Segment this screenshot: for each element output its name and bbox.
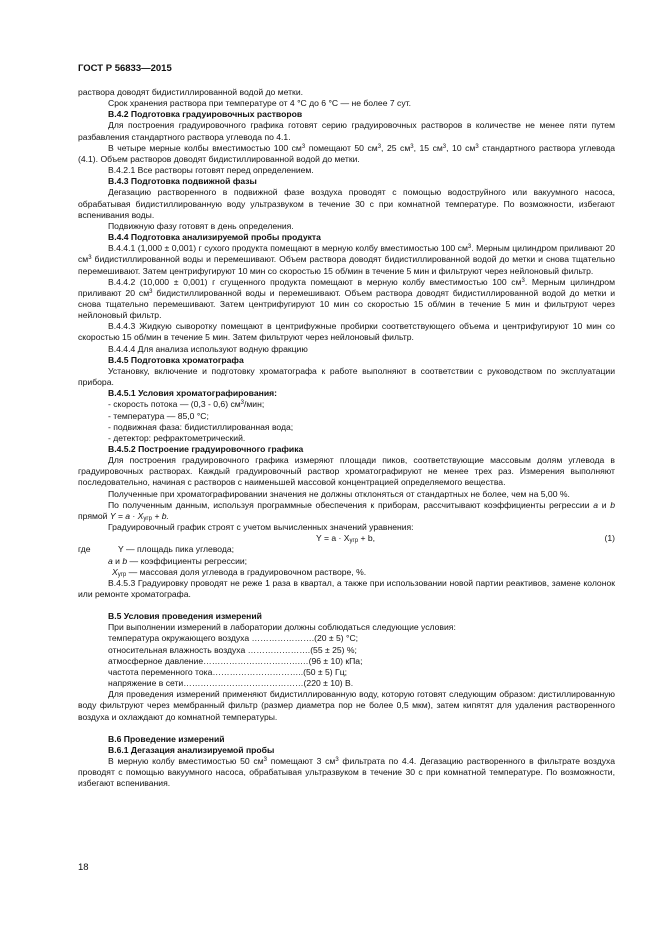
page-number: 18 — [78, 862, 89, 873]
formula-number: (1) — [604, 533, 615, 544]
paragraph: В мерную колбу вместимостью 50 $см^3$ помещают 3 $см^3$ фильтрата по 4.4. Дегазацию растворенного в фильтрате воздуха проводят с помощью вакуумного насоса, обрабатывая ультразвуком в течение 30 с при комнатной температуре. По возможности, избегают вспенивания. — [78, 756, 615, 789]
paragraph: При выполнении измерений в лаборатории должны соблюдаться следующие условия: — [108, 622, 456, 633]
section-heading: В.4.4 Подготовка анализируемой пробы продукта — [108, 232, 321, 243]
section-heading: В.4.5.2 Построение градуировочного графика — [108, 444, 304, 454]
paragraph: По полученным данным, используя программные обеспечения к приборам, рассчитывают коэффициенты регрессии a и b прямой $Y = a \cdot X_{угр} + b$. — [78, 499, 615, 522]
paragraph: раствора доводят бидистиллированной водой до метки. — [78, 87, 304, 97]
list-item: - подвижная фаза: бидистиллированная вода; — [108, 421, 294, 432]
paragraph: Дегазацию растворенного в подвижной фазе воздуха проводят с помощью водоструйного или вакуумного насоса, обрабатывая бидистиллированную воду ультразвуком в течение 30 с при комнатной температуре. По возможности, избегают вспенивания воды. — [78, 187, 615, 220]
condition-item: относительная влажность воздуха ………………….(55 ± 25) %; — [108, 644, 357, 655]
where-line — [78, 544, 615, 555]
section-heading: В.5 Условия проведения измерений — [108, 611, 262, 622]
paragraph: В четыре мерные колбы вместимостью 100 $см^3$ помещают 50 $см^3$, 25 $см^3$, 15 $см^3$, 10 $см^3$ стандартного раствора углевода (4.1). Объем растворов доводят бидистиллированной водой до метки. — [78, 142, 615, 164]
where-word: где — [78, 544, 91, 555]
paragraph: В.4.4.1 (1,000 ± 0,001) г сухого продукта помещают в мерную колбу вместимостью 100 $см^3$. Мерным цилиндром приливают 20 $см^3$ бидистиллированной воды и перемешивают. Объем раствора доводят бидистиллированной водой до метки и снова тщательно перемешивают. Затем центрифугируют 10 мин со скоростью 15 об/мин в течение 5 мин и фильтруют через нейлоновый фильтр. — [78, 243, 615, 276]
section-heading: В.6.1 Дегазация анализируемой пробы — [108, 744, 275, 755]
condition-item: температура окружающего воздуха ………………….(20 ± 5) °С; — [108, 633, 359, 644]
paragraph: В.4.5.3 Градуировку проводят не реже 1 раза в квартал, а также при использовании новой партии реактивов, замене колонок или ремонте хроматографа. — [78, 577, 615, 599]
formula: $Y = a \cdot X_{угр} + b$, — [316, 533, 376, 545]
condition-item: атмосферное давление…………………………….…(96 ± 10) кПа; — [108, 655, 363, 666]
paragraph: В.4.2.1 Все растворы готовят перед определением. — [108, 165, 314, 176]
paragraph: Подвижную фазу готовят в день определения. — [108, 220, 294, 231]
list-item: - детектор: рефрактометрический. — [108, 432, 246, 443]
section-heading: В.6 Проведение измерений — [108, 733, 225, 744]
section-heading: В.4.5 Подготовка хроматографа — [108, 354, 244, 365]
list-item: - температура — 85,0 °С; — [108, 410, 209, 421]
paragraph: В.4.4.3 Жидкую сыворотку помещают в центрифужные пробирки соответствующего объема и центрифугируют 10 мин со скоростью 15 об/мин в течение 5 мин. Затем фильтруют через нейлоновый фильтр. — [78, 321, 615, 343]
paragraph: В.4.4.4 Для анализа используют водную фракцию — [108, 343, 308, 354]
paragraph: Установку, включение и подготовку хроматографа к работе выполняют в соответствии с руководством по эксплуатации прибора. — [78, 365, 615, 388]
section-heading: В.4.5.1 Условия хроматографирования: — [108, 388, 277, 399]
section-heading: В.4.3 Подготовка подвижной фазы — [108, 176, 257, 187]
where-definition: Y — площадь пика углевода; — [118, 544, 235, 555]
paragraph: Для проведения измерений применяют бидистиллированную воду, которую готовят следующим образом: дистиллированную воду фильтруют через мембранный фильтр (размер диаметра пор не более 0,5 мкм), затем кипятят для удаления растворенного воздуха и охлаждают до комнатной температуры. — [78, 689, 615, 722]
document-body — [78, 87, 615, 790]
document-header: ГОСТ Р 56833—2015 — [78, 63, 172, 74]
paragraph: Для построения градуировочного графика измеряют площади пиков, соответствующие массовым долям углевода в градуировочных растворах. Каждый градуировочный раствор хроматографируют не менее трех раз. Измерения выполняют последовательно, начиная с растворов с наименьшей массовой концентрацией определяемого вещества. — [78, 455, 615, 488]
condition-item: напряжение в сети……………………………………(220 ± 10) В. — [108, 678, 354, 689]
condition-item: частота переменного тока…………………………..(50 ± 5) Гц; — [108, 666, 348, 677]
paragraph: Срок хранения раствора при температуре от 4 °С до 6 °С — не более 7 сут. — [108, 98, 411, 109]
formula-line — [78, 533, 615, 544]
paragraph: В.4.4.2 (10,000 ± 0,001) г сгущенного продукта помещают в мерную колбу вместимостью 100 $см^3$. Мерным цилиндром приливают 20 $см^3$ бидистиллированной воды и перемешивают. Объем раствора доводят бидистиллированной водой до метки и снова тщательно перемешивают. Затем центрифугируют 10 мин со скоростью 15 об/мин в течение 5 мин и фильтруют через нейлоновый фильтр. — [78, 276, 615, 321]
paragraph: Градуировочный график строят с учетом вычисленных значений уравнения: — [108, 522, 414, 533]
list-item: - скорость потока — (0,3 - 0,6) $см^3$/мин; — [108, 399, 265, 410]
paragraph: Полученные при хроматографировании значения не должны отклоняться от стандартных не более, чем на 5,00 %. — [108, 488, 570, 499]
paragraph: Для построения градуировочного графика готовят серию градуировочных растворов в количестве не менее пяти путем разбавления стандартного раствора углевода по 4.1. — [78, 120, 615, 142]
section-heading: В.4.2 Подготовка градуировочных растворов — [108, 109, 303, 120]
where-definition: a и b — коэффициенты регрессии; — [108, 555, 248, 566]
where-definition: $X_{угр}$ — массовая доля углевода в градуировочном растворе, %. — [112, 566, 367, 578]
